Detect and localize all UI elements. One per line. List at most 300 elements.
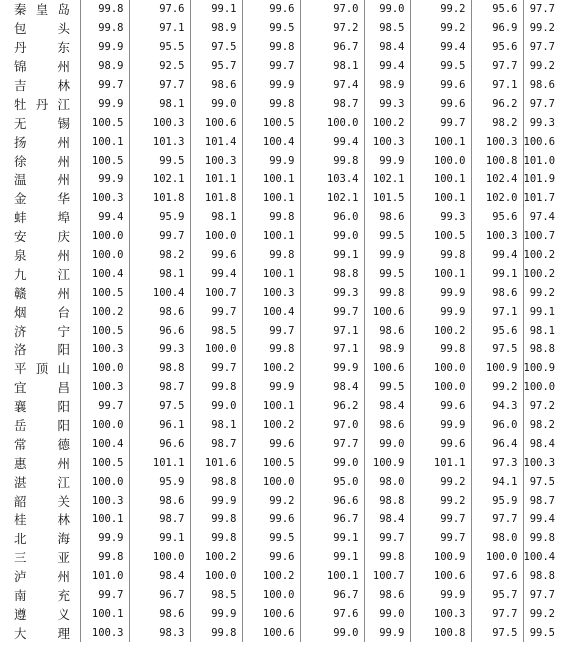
index-value-cell: 98.7 — [129, 510, 190, 529]
city-name-char: 庆 — [57, 229, 70, 245]
index-value-cell: 99.9 — [242, 151, 300, 170]
city-name-char: 南 — [14, 588, 27, 604]
index-value-cell: 99.3 — [410, 208, 471, 227]
index-value-cell: 97.0 — [300, 416, 364, 435]
index-value-cell: 99.9 — [410, 302, 471, 321]
index-value-cell: 98.7 — [129, 378, 190, 397]
city-name-cell — [0, 510, 80, 529]
index-value-cell: 100.3 — [190, 151, 242, 170]
index-value-cell: 99.1 — [529, 305, 555, 318]
index-value-cell: 99.0 — [300, 623, 364, 642]
index-value-cell: 99.0 — [190, 397, 242, 416]
index-value-cell: 100.6 — [410, 567, 471, 586]
index-value-cell: 99.8 — [364, 283, 410, 302]
index-value-cell: 100.3 — [80, 340, 129, 359]
index-value-cell: 100.2 — [410, 321, 471, 340]
index-value-cell: 100.0 — [190, 227, 242, 246]
city-name-char: 锦 — [14, 59, 27, 75]
index-value-cell: 100.0 — [242, 472, 300, 491]
city-name-char: 宜 — [14, 380, 27, 396]
index-value-cell: 100.7 — [364, 567, 410, 586]
table-row — [0, 208, 563, 227]
index-value-cell: 98.8 — [190, 472, 242, 491]
index-value-cell: 99.6 — [190, 246, 242, 265]
city-name-cell — [0, 453, 80, 472]
index-value-cell: 99.6 — [242, 510, 300, 529]
index-value-cell: 97.6 — [129, 0, 190, 19]
city-name-cell — [0, 0, 80, 19]
index-value-cell: 99.8 — [300, 151, 364, 170]
index-value-cell: 99.9 — [300, 359, 364, 378]
index-value-cell: 99.2 — [529, 286, 555, 299]
index-value-cell: 98.0 — [471, 529, 523, 548]
index-value-cell: 100.1 — [80, 132, 129, 151]
city-name-char: 山 — [57, 361, 70, 377]
index-value-cell: 98.4 — [364, 38, 410, 57]
city-name-char: 洛 — [14, 342, 27, 358]
index-value-cell: 99.9 — [80, 170, 129, 189]
index-value-cell: 99.8 — [410, 340, 471, 359]
index-value-cell: 101.8 — [190, 189, 242, 208]
city-name-char: 阳 — [57, 342, 70, 358]
index-value-cell: 98.4 — [529, 437, 555, 450]
index-value-cell: 102.1 — [364, 170, 410, 189]
index-value-cell: 99.0 — [364, 605, 410, 624]
city-name-char: 无 — [14, 115, 27, 131]
index-value-cell: 97.7 — [529, 3, 555, 16]
city-name-char: 韶 — [14, 493, 27, 509]
index-value-cell: 98.2 — [129, 246, 190, 265]
index-value-cell: 92.5 — [129, 57, 190, 76]
index-value-cell: 96.6 — [300, 491, 364, 510]
index-value-cell: 98.2 — [529, 419, 555, 432]
index-value-cell: 99.9 — [410, 283, 471, 302]
index-value-cell: 95.5 — [129, 38, 190, 57]
city-name — [14, 492, 70, 510]
index-value-cell: 100.5 — [410, 227, 471, 246]
index-value-cell: 100.6 — [242, 623, 300, 642]
city-name-cell — [0, 378, 80, 397]
table-row — [0, 246, 563, 265]
city-name-cell — [0, 586, 80, 605]
index-value-cell: 96.9 — [471, 19, 523, 38]
index-value-cell: 100.7 — [190, 283, 242, 302]
index-value-cell: 100.0 — [410, 378, 471, 397]
index-value-cell: 100.4 — [80, 434, 129, 453]
city-name-char: 阳 — [57, 399, 70, 415]
table-row — [0, 397, 563, 416]
city-name-char: 大 — [14, 625, 27, 641]
index-value-cell: 102.4 — [471, 170, 523, 189]
index-value-cell: 98.9 — [364, 76, 410, 95]
table-row — [0, 586, 563, 605]
index-value-cell: 100.8 — [410, 623, 471, 642]
city-name-char: 遵 — [14, 606, 27, 622]
index-value-cell: 97.1 — [300, 340, 364, 359]
city-name-char: 林 — [57, 78, 70, 93]
index-value-cell: 99.7 — [190, 359, 242, 378]
index-value-cell: 100.2 — [523, 249, 556, 262]
city-name — [14, 510, 70, 528]
index-value-cell: 101.8 — [129, 189, 190, 208]
city-name-char: 九 — [14, 266, 27, 282]
index-value-cell: 100.3 — [410, 605, 471, 624]
city-name-char: 桂 — [14, 512, 27, 528]
index-value-cell: 95.6 — [471, 321, 523, 340]
city-name-cell — [0, 491, 80, 510]
index-value-cell: 99.7 — [242, 57, 300, 76]
index-value-cell: 100.3 — [129, 113, 190, 132]
city-name-cell — [0, 170, 80, 189]
table-row — [0, 434, 563, 453]
city-name-cell — [0, 76, 80, 95]
index-value-cell: 99.9 — [410, 586, 471, 605]
index-value-cell: 101.5 — [364, 189, 410, 208]
index-value-cell: 99.2 — [529, 607, 555, 620]
index-value-cell: 99.5 — [242, 529, 300, 548]
table-row — [0, 132, 563, 151]
city-name — [14, 322, 70, 340]
city-name — [14, 0, 70, 18]
index-value-cell: 100.1 — [242, 170, 300, 189]
index-value-cell: 98.8 — [529, 343, 555, 356]
index-value-cell: 99.1 — [190, 0, 242, 19]
table-row — [0, 321, 563, 340]
index-value-cell: 100.1 — [242, 189, 300, 208]
index-value-cell: 103.4 — [300, 170, 364, 189]
city-name — [14, 303, 70, 321]
index-value-cell: 99.2 — [410, 19, 471, 38]
index-value-cell: 99.7 — [364, 529, 410, 548]
index-value-cell: 99.2 — [242, 491, 300, 510]
index-value-cell: 99.9 — [364, 151, 410, 170]
index-value-cell: 100.5 — [80, 283, 129, 302]
table-row — [0, 189, 563, 208]
city-name — [14, 57, 70, 75]
city-name-char: 三 — [14, 550, 27, 566]
index-value-cell: 100.1 — [410, 189, 471, 208]
index-value-cell: 99.0 — [190, 94, 242, 113]
index-value-cell: 98.7 — [300, 94, 364, 113]
table-row — [0, 151, 563, 170]
index-value-cell: 99.8 — [190, 378, 242, 397]
index-value-cell: 100.0 — [471, 548, 523, 567]
index-value-cell: 97.7 — [529, 41, 555, 54]
index-value-cell: 97.1 — [471, 76, 523, 95]
city-name-char: 关 — [57, 493, 70, 509]
index-value-cell: 100.1 — [300, 567, 364, 586]
table-row — [0, 416, 563, 435]
index-value-cell: 101.1 — [410, 453, 471, 472]
city-name-char: 州 — [57, 248, 70, 264]
index-value-cell: 99.7 — [410, 529, 471, 548]
index-value-cell: 101.9 — [523, 173, 556, 186]
index-value-cell: 100.2 — [190, 548, 242, 567]
city-name-char: 济 — [14, 323, 27, 339]
city-name-char: 温 — [14, 172, 27, 188]
index-value-cell: 100.0 — [80, 359, 129, 378]
index-value-cell: 99.5 — [129, 151, 190, 170]
city-name — [14, 114, 70, 132]
index-value-cell: 97.0 — [300, 0, 364, 19]
city-name-cell — [0, 397, 80, 416]
index-value-cell: 99.5 — [529, 626, 555, 639]
index-value-cell: 99.2 — [471, 378, 523, 397]
index-value-cell: 100.0 — [190, 340, 242, 359]
index-value-cell: 100.3 — [80, 623, 129, 642]
table-row — [0, 38, 563, 57]
city-name-char: 华 — [57, 191, 70, 207]
city-name-cell — [0, 434, 80, 453]
index-value-cell: 99.4 — [80, 208, 129, 227]
table-row — [0, 623, 563, 642]
index-value-cell: 100.4 — [523, 551, 556, 564]
table-row — [0, 567, 563, 586]
index-value-cell: 101.1 — [129, 453, 190, 472]
index-value-cell: 100.1 — [242, 264, 300, 283]
index-value-cell: 98.1 — [129, 94, 190, 113]
city-name-cell — [0, 132, 80, 151]
index-value-cell: 99.9 — [190, 491, 242, 510]
city-name-cell — [0, 359, 80, 378]
index-value-cell: 99.6 — [410, 94, 471, 113]
index-value-cell: 98.6 — [190, 76, 242, 95]
index-value-cell: 98.8 — [364, 491, 410, 510]
index-value-cell: 99.1 — [300, 529, 364, 548]
city-name-cell — [0, 227, 80, 246]
index-value-cell: 99.5 — [410, 57, 471, 76]
city-name — [14, 548, 70, 566]
city-name — [14, 454, 70, 472]
index-value-cell: 100.2 — [80, 302, 129, 321]
index-value-cell: 97.5 — [471, 340, 523, 359]
city-name — [14, 246, 70, 264]
index-value-cell: 97.1 — [129, 19, 190, 38]
index-value-cell: 95.6 — [471, 38, 523, 57]
city-name-char: 吉 — [14, 78, 27, 93]
index-value-cell: 95.6 — [471, 0, 523, 19]
index-value-cell: 98.6 — [129, 302, 190, 321]
table-row — [0, 472, 563, 491]
city-name-char: 州 — [57, 455, 70, 471]
index-value-cell: 98.9 — [364, 340, 410, 359]
city-name-char: 平 — [14, 361, 27, 377]
index-value-cell: 95.6 — [471, 208, 523, 227]
city-name-char: 泉 — [14, 248, 27, 264]
index-value-cell: 102.0 — [471, 189, 523, 208]
index-value-cell: 94.1 — [471, 472, 523, 491]
index-value-cell: 100.1 — [410, 170, 471, 189]
index-value-cell: 99.5 — [364, 264, 410, 283]
index-value-cell: 99.7 — [410, 113, 471, 132]
city-name-cell — [0, 340, 80, 359]
city-name-char: 东 — [57, 40, 70, 56]
table-row — [0, 94, 563, 113]
index-value-cell: 99.8 — [242, 208, 300, 227]
city-name-char: 湛 — [14, 474, 27, 490]
index-value-cell: 97.2 — [300, 19, 364, 38]
index-value-cell: 95.9 — [129, 208, 190, 227]
index-value-cell: 100.0 — [80, 246, 129, 265]
city-name-char: 州 — [57, 285, 70, 301]
index-value-cell: 99.3 — [364, 94, 410, 113]
city-name-char: 丹 — [35, 96, 49, 112]
city-name — [14, 605, 70, 623]
index-value-cell: 96.6 — [129, 434, 190, 453]
index-value-cell: 97.1 — [471, 302, 523, 321]
index-value-cell: 100.2 — [242, 416, 300, 435]
index-value-cell: 98.8 — [129, 359, 190, 378]
city-name-char: 州 — [57, 172, 70, 188]
city-name-char: 牡 — [14, 96, 27, 112]
index-value-cell: 97.5 — [471, 623, 523, 642]
index-value-cell: 99.9 — [364, 623, 410, 642]
city-name-char: 锡 — [57, 115, 70, 131]
city-name-char: 岳 — [14, 418, 27, 434]
index-value-cell: 100.4 — [129, 283, 190, 302]
table-row — [0, 529, 563, 548]
city-name-char: 蚌 — [14, 210, 27, 226]
city-name — [14, 416, 70, 434]
index-value-cell: 99.7 — [190, 302, 242, 321]
index-value-cell: 97.5 — [129, 397, 190, 416]
index-value-cell: 100.8 — [471, 151, 523, 170]
city-name-cell — [0, 94, 80, 113]
index-value-cell: 98.1 — [190, 416, 242, 435]
index-value-cell: 99.9 — [242, 378, 300, 397]
table-row — [0, 57, 563, 76]
table-row — [0, 340, 563, 359]
index-value-cell: 96.2 — [471, 94, 523, 113]
index-value-cell: 98.5 — [190, 321, 242, 340]
city-name — [14, 586, 70, 604]
index-value-cell: 100.0 — [242, 586, 300, 605]
index-value-cell: 99.2 — [529, 22, 555, 35]
table-row — [0, 605, 563, 624]
index-value-cell: 98.4 — [300, 378, 364, 397]
index-value-cell: 99.1 — [300, 246, 364, 265]
index-value-cell: 98.3 — [129, 623, 190, 642]
index-value-cell: 99.2 — [410, 0, 471, 19]
city-name-cell — [0, 57, 80, 76]
index-value-cell: 96.7 — [300, 510, 364, 529]
index-value-cell: 100.4 — [242, 302, 300, 321]
index-value-cell: 99.3 — [129, 340, 190, 359]
index-value-cell: 102.1 — [300, 189, 364, 208]
city-name-cell — [0, 19, 80, 38]
index-value-cell: 100.5 — [242, 113, 300, 132]
city-name-char: 江 — [57, 474, 70, 490]
index-value-cell: 98.2 — [471, 113, 523, 132]
city-name-char: 州 — [57, 569, 70, 585]
index-value-cell: 96.4 — [471, 434, 523, 453]
table-row — [0, 491, 563, 510]
index-value-cell: 99.2 — [410, 472, 471, 491]
index-value-cell: 96.2 — [300, 397, 364, 416]
index-value-cell: 98.6 — [529, 79, 555, 91]
index-value-cell: 99.0 — [364, 434, 410, 453]
table-row — [0, 302, 563, 321]
city-name-char: 安 — [14, 229, 27, 245]
index-value-cell: 98.9 — [80, 57, 129, 76]
index-value-cell: 100.9 — [410, 548, 471, 567]
index-value-cell: 98.8 — [529, 570, 555, 583]
index-value-cell: 99.8 — [190, 529, 242, 548]
index-value-cell: 100.5 — [80, 151, 129, 170]
city-name — [14, 152, 70, 170]
city-name-char: 林 — [57, 512, 70, 528]
index-value-cell: 98.4 — [129, 567, 190, 586]
table-row — [0, 76, 563, 95]
index-value-cell: 97.1 — [300, 321, 364, 340]
index-value-cell: 98.0 — [364, 472, 410, 491]
city-name-char: 江 — [57, 266, 70, 282]
index-value-cell: 99.7 — [80, 397, 129, 416]
index-value-cell: 100.6 — [190, 113, 242, 132]
index-value-cell: 100.7 — [523, 230, 556, 243]
index-value-cell: 98.4 — [364, 397, 410, 416]
table-row — [0, 359, 563, 378]
index-value-cell: 99.8 — [242, 246, 300, 265]
table-row — [0, 510, 563, 529]
city-name-cell — [0, 302, 80, 321]
index-value-cell: 97.7 — [129, 76, 190, 95]
table-row — [0, 548, 563, 567]
index-value-cell: 96.6 — [129, 321, 190, 340]
index-value-cell: 99.1 — [471, 264, 523, 283]
city-name-cell — [0, 416, 80, 435]
table-row — [0, 227, 563, 246]
city-name-char: 义 — [57, 606, 70, 622]
city-name — [14, 95, 70, 113]
index-value-cell: 99.7 — [410, 510, 471, 529]
index-value-cell: 98.8 — [300, 264, 364, 283]
city-name-cell — [0, 246, 80, 265]
index-value-cell: 99.9 — [80, 38, 129, 57]
index-value-cell: 97.2 — [529, 400, 555, 413]
index-value-cell: 95.9 — [471, 491, 523, 510]
city-name-char: 烟 — [14, 304, 27, 320]
index-value-cell: 101.1 — [190, 170, 242, 189]
city-name — [14, 624, 70, 642]
index-value-cell: 100.2 — [364, 113, 410, 132]
city-name-cell — [0, 208, 80, 227]
city-name-cell — [0, 472, 80, 491]
index-value-cell: 100.0 — [300, 113, 364, 132]
city-name-cell — [0, 623, 80, 642]
city-name — [14, 76, 70, 94]
index-value-cell: 99.3 — [529, 116, 555, 129]
city-name-char: 州 — [57, 134, 70, 150]
index-value-cell: 99.4 — [410, 38, 471, 57]
city-name-cell — [0, 529, 80, 548]
index-value-cell: 100.0 — [190, 567, 242, 586]
index-value-cell: 95.0 — [300, 472, 364, 491]
city-name — [14, 227, 70, 245]
index-value-cell: 101.6 — [190, 453, 242, 472]
index-value-cell: 99.9 — [80, 529, 129, 548]
index-value-cell: 98.6 — [364, 321, 410, 340]
index-value-cell: 98.9 — [190, 19, 242, 38]
city-name-char: 常 — [14, 436, 27, 452]
index-value-cell: 98.7 — [529, 494, 555, 507]
city-name-char: 丹 — [14, 40, 27, 56]
table-row — [0, 0, 563, 19]
index-value-cell: 98.6 — [129, 605, 190, 624]
index-value-cell: 100.0 — [523, 381, 556, 394]
index-value-cell: 100.2 — [523, 267, 556, 280]
city-name-char: 州 — [57, 153, 70, 169]
